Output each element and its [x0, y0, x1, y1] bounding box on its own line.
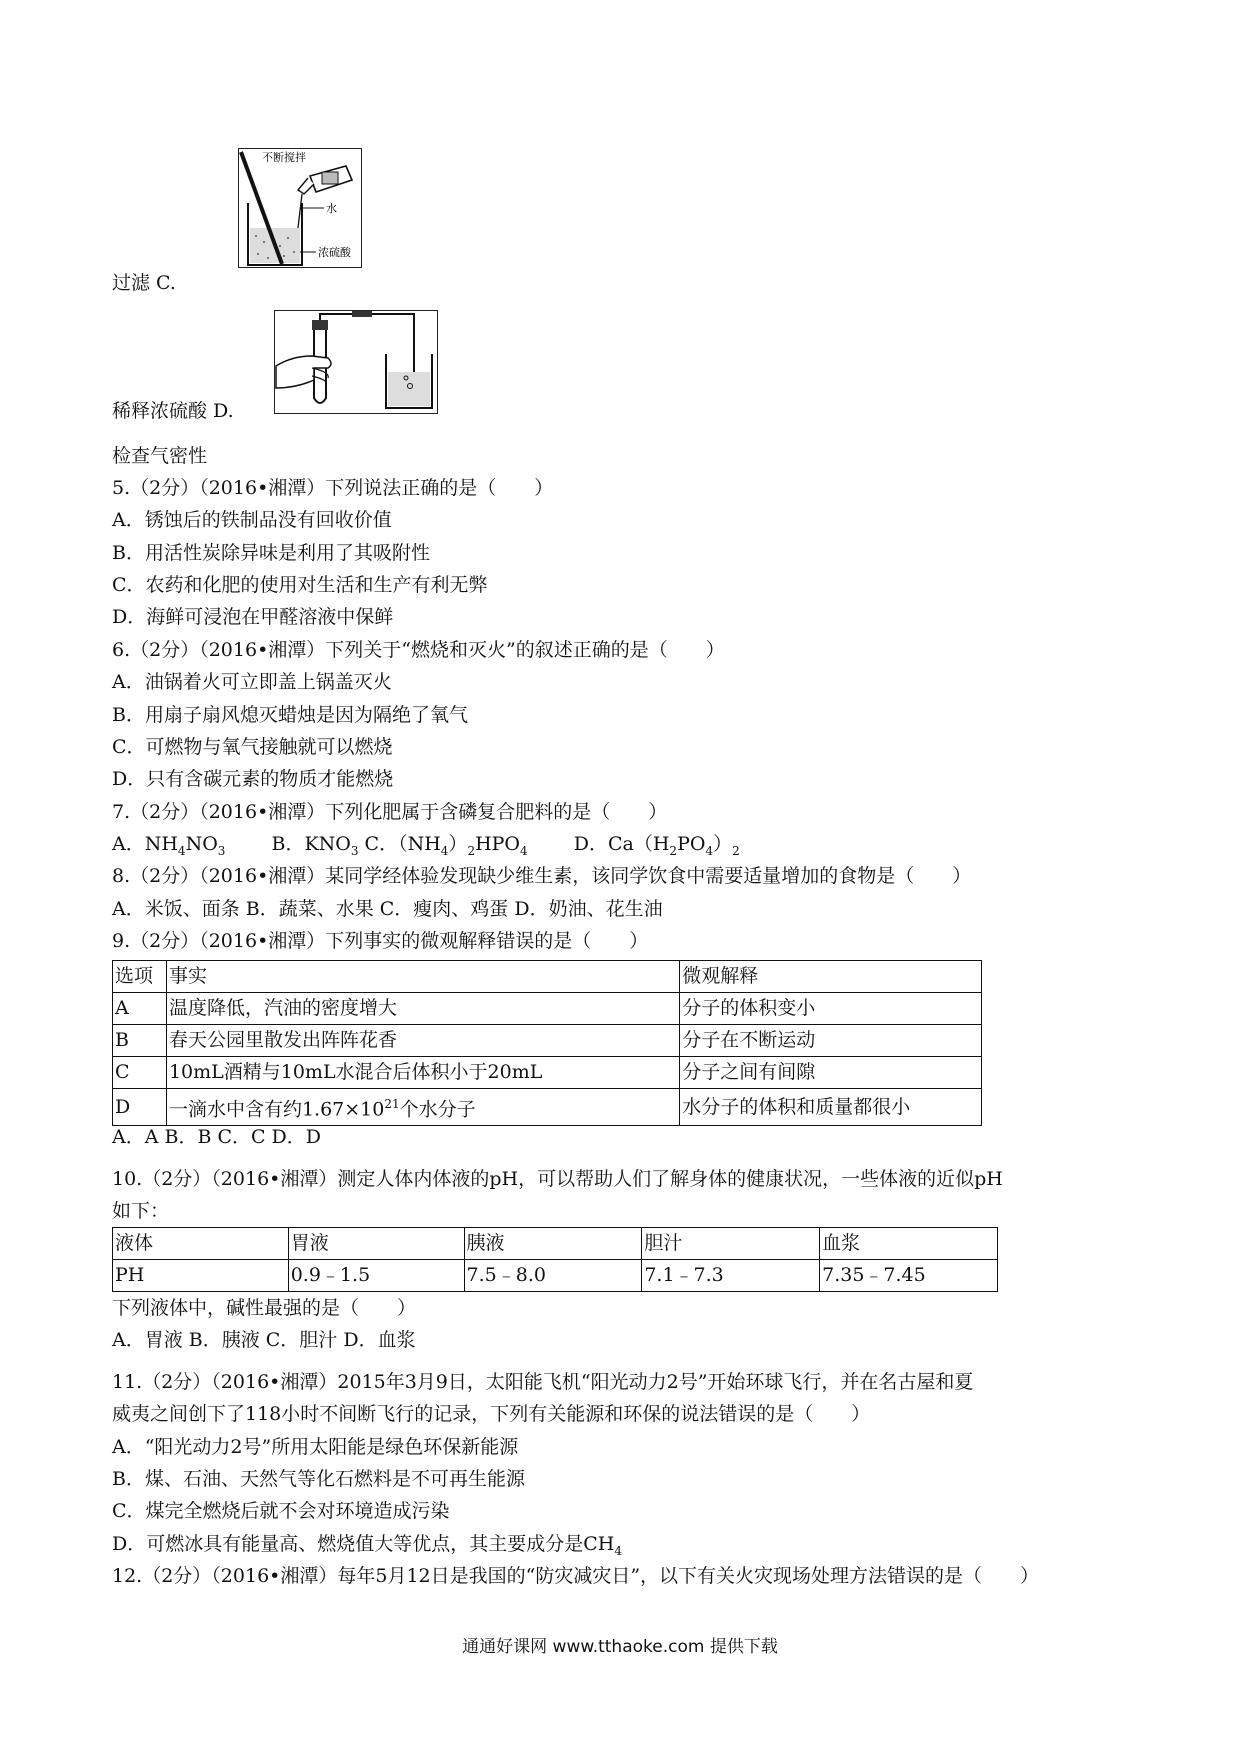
table-row: [113, 1260, 998, 1292]
figure-airtightness: [274, 310, 438, 414]
question-11-option-c: C．煤完全燃烧后就不会对环境造成污染: [112, 1500, 450, 1522]
table-cell: C: [113, 1057, 167, 1089]
question-6-option-d: D．只有含碳元素的物质才能燃烧: [112, 768, 394, 790]
question-5-option-c: C．农药和化肥的使用对生活和生产有利无弊: [112, 574, 488, 596]
label-water: 水: [326, 202, 337, 215]
option-a: A．$NH_4NO_3$: [112, 833, 226, 858]
label-acid: 浓硫酸: [318, 246, 351, 259]
table-cell: 7.35﹣7.45: [820, 1260, 998, 1292]
question-5-option-d: D．海鲜可浸泡在甲醛溶液中保鲜: [112, 606, 394, 628]
table-cell: A: [113, 993, 167, 1025]
table-cell: 温度降低，汽油的密度增大: [166, 993, 679, 1025]
option-c: C．$(NH_4)_2HPO_4$: [364, 833, 528, 858]
table-cell: PH: [113, 1260, 289, 1292]
question-9: 9.（2分）（2016•湘潭）下列事实的微观解释错误的是（ ）: [112, 930, 649, 952]
table-header-cell: 选项: [113, 961, 167, 993]
table-cell: 一滴水中含有约$1.67\times 10^{21}$个水分子: [166, 1089, 679, 1126]
line-airtightness: 检查气密性: [112, 445, 208, 467]
question-11-line-2: 威夷之间创下了118小时不间断飞行的记录，下列有关能源和环保的说法错误的是（ ）: [112, 1403, 871, 1425]
question-10-line-3: 下列液体中，碱性最强的是（ ）: [112, 1297, 417, 1319]
table-header-cell: 胰液: [464, 1228, 642, 1260]
question-11-option-d: D．可燃冰具有能量高、燃烧值大等优点，其主要成分是$CH_4$: [112, 1533, 622, 1558]
beaker-stirring-diagram: [238, 148, 362, 268]
table-cell: 水分子的体积和质量都很小: [680, 1089, 982, 1126]
figure-dilute-acid: [238, 148, 362, 268]
table-row: [113, 1057, 982, 1089]
table-cell: 春天公园里散发出阵阵花香: [166, 1025, 679, 1057]
table-header-cell: 胃液: [288, 1228, 464, 1260]
question-11-option-a: A．“阳光动力2号”所用太阳能是绿色环保新能源: [112, 1436, 519, 1458]
table-question-9: [112, 960, 982, 1126]
table-cell: D: [113, 1089, 167, 1126]
table-header-cell: 血浆: [820, 1228, 998, 1260]
line-dilute-d: 稀释浓硫酸 D.: [112, 400, 234, 422]
option-d: D．$Ca(H_2PO_4)_2$: [573, 833, 740, 858]
question-10-line-2: 如下：: [112, 1200, 170, 1222]
table-question-10: [112, 1227, 998, 1292]
question-6-option-b: B．用扇子扇风熄灭蜡烛是因为隔绝了氧气: [112, 704, 468, 726]
table-cell: 10mL酒精与10mL水混合后体积小于20mL: [166, 1057, 679, 1089]
table-row: [113, 961, 982, 993]
label-stir: 不断搅拌: [262, 151, 306, 164]
question-6-option-c: C．可燃物与氧气接触就可以燃烧: [112, 736, 393, 758]
page-footer: 通通好课网 www.tthaoke.com 提供下载: [462, 1637, 778, 1657]
table-row: [113, 1228, 998, 1260]
table-row: [113, 993, 982, 1025]
option-b: B．$KNO_3$: [271, 833, 359, 858]
test-tube-diagram: [274, 310, 438, 414]
question-9-options: A．A B．B C．C D．D: [112, 1126, 322, 1148]
table-cell: 7.1﹣7.3: [642, 1260, 820, 1292]
table-cell: B: [113, 1025, 167, 1057]
question-11-line-1: 11.（2分）（2016•湘潭）2015年3月9日，太阳能飞机“阳光动力2号”开始环球飞行，并在名古屋和夏: [112, 1371, 974, 1393]
question-10-line-1: 10.（2分）（2016•湘潭）测定人体内体液的pH，可以帮助人们了解身体的健康状况，一些体液的近似pH: [112, 1168, 1003, 1190]
question-6-option-a: A．油锅着火可立即盖上锅盖灭火: [112, 671, 392, 693]
question-7: 7.（2分）（2016•湘潭）下列化肥属于含磷复合肥料的是（ ）: [112, 801, 668, 823]
question-11-option-b: B．煤、石油、天然气等化石燃料是不可再生能源: [112, 1468, 525, 1490]
table-cell: 分子的体积变小: [680, 993, 982, 1025]
table-header-cell: 事实: [166, 961, 679, 993]
table-cell: 7.5﹣8.0: [464, 1260, 642, 1292]
table-cell: 0.9﹣1.5: [288, 1260, 464, 1292]
question-5-option-a: A．锈蚀后的铁制品没有回收价值: [112, 509, 392, 531]
question-12: 12.（2分）（2016•湘潭）每年5月12日是我国的“防灾减灾日”，以下有关火灾现场处理方法错误的是（ ）: [112, 1565, 1040, 1587]
table-header-cell: 液体: [113, 1228, 289, 1260]
question-5: 5.（2分）（2016•湘潭）下列说法正确的是（ ）: [112, 477, 554, 499]
question-10-options: A．胃液 B．胰液 C．胆汁 D．血浆: [112, 1329, 416, 1351]
table-cell: 分子在不断运动: [680, 1025, 982, 1057]
table-header-cell: 胆汁: [642, 1228, 820, 1260]
question-7-options: [112, 831, 740, 864]
question-5-option-b: B．用活性炭除异味是利用了其吸附性: [112, 542, 430, 564]
question-6: 6.（2分）（2016•湘潭）下列关于“燃烧和灭火”的叙述正确的是（ ）: [112, 639, 725, 661]
question-8-options: A．米饭、面条 B．蔬菜、水果 C．瘦肉、鸡蛋 D．奶油、花生油: [112, 898, 663, 920]
table-row: [113, 1025, 982, 1057]
question-8: 8.（2分）（2016•湘潭）某同学经体验发现缺少维生素，该同学饮食中需要适量增加的食物是（ ）: [112, 865, 972, 887]
line-filter-c: 过滤 C.: [112, 272, 176, 294]
table-header-cell: 微观解释: [680, 961, 982, 993]
table-row: [113, 1089, 982, 1126]
table-cell: 分子之间有间隙: [680, 1057, 982, 1089]
